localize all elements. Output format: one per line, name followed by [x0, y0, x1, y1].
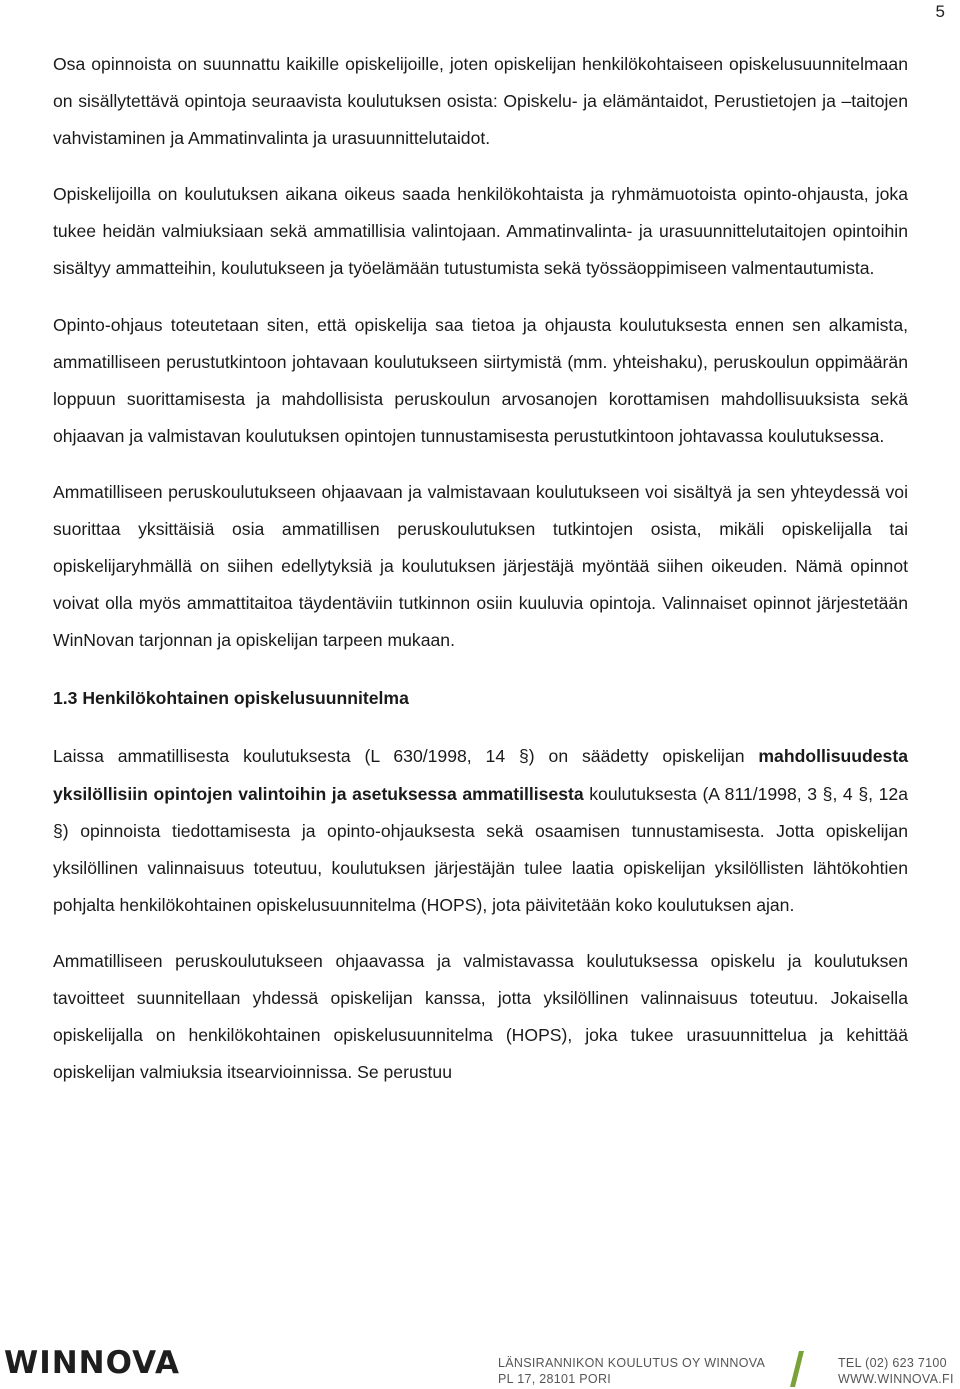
paragraph-3: Opinto-ohjaus toteutetaan siten, että opiskelija saa tietoa ja ohjausta koulutuksesta ennen sen alkamista, ammatilliseen perustutkintoon johtavaan koulutukseen siirtymistä (mm. yhteishaku), peruskoulun oppimäärän loppuun suorittamisesta ja mahdollisista peruskoulun arvosanojen korottamisen mahdollisuuksista sekä ohjaavan ja valmistavan koulutuksen opintojen tunnustamisesta perustutkintoon johtavassa koulutuksessa.: [53, 314, 908, 446]
section-mark: §: [53, 820, 63, 841]
p5-bold: mahdollisuudesta yksilöllisiin opintojen valintoihin ja asetuksessa ammatillisesta: [53, 746, 908, 804]
paragraph-2: Opiskelijoilla on koulutuksen aikana oikeus saada henkilökohtaista ja ryhmämuotoista opinto-ohjausta, joka tukee heidän valmiuksiaan sekä ammatillisia valintojaan. Ammatinvalinta- ja urasuunnittelutaitojen opintoihin sisältyy ammatteihin, koulutukseen ja työelämään tutustumista sekä työssäoppimiseen valmentautumista.: [53, 184, 908, 279]
p5-text-d: , 4: [832, 783, 859, 804]
section-mark: §: [858, 783, 869, 804]
phone-number: TEL (02) 623 7100: [838, 1356, 947, 1370]
document-body: [53, 46, 908, 1091]
section-heading: 1.3 Henkilökohtainen opiskelusuunnitelma: [53, 688, 409, 709]
page-footer: [0, 1333, 960, 1389]
website-link[interactable]: WWW.WINNOVA.FI: [838, 1372, 954, 1386]
paragraph-6: Ammatilliseen peruskoulutukseen ohjaavassa ja valmistavassa koulutuksessa opiskelu ja koulutuksen tavoitteet suunnitellaan yhdessä opiskelijan kanssa, jotta yksilöllinen valinnaisuus toteutuu. Jokaisella opiskelijalla on henkilökohtainen opiskelusuunnitelma (HOPS), joka tukee urasuunnittelua ja kehittää opiskelijan valmiuksia itsearvioinnissa. Se perustuu: [53, 950, 908, 1083]
contact-info: [838, 1355, 954, 1387]
paragraph-1: Osa opinnoista on suunnattu kaikille opiskelijoille, joten opiskelijan henkilökohtaiseen opiskelusuunnitelmaan on sisällytettävä opintoja seuraavista koulutuksen osista: Opiskelu- ja elämäntaidot, Perustietojen ja –taitojen vahvistaminen ja Ammatinvalinta ja urasuunnittelutaidot.: [53, 54, 908, 149]
p5-text-a: Laissa ammatillisesta koulutuksesta (L 630/1998, 14: [53, 746, 519, 767]
paragraph-5: [53, 738, 908, 923]
paragraph-4: Ammatilliseen peruskoulutukseen ohjaavaan ja valmistavaan koulutukseen voi sisältyä ja sen yhteydessä voi suorittaa yksittäisiä osia ammatillisen peruskoulutuksen tutkintojen osista, mikäli opiskelijalla tai opiskelijaryhmällä on siihen edellytyksiä ja koulutuksen järjestäjä myöntää siihen oikeuden. Nämä opinnot voivat olla myös ammattitaitoa täydentäviin tutkinnon osiin kuuluvia opintoja. Valinnaiset opinnot järjestetään WinNovan tarjonnan ja opiskelijan tarpeen mukaan.: [53, 481, 908, 651]
section-mark: §: [822, 783, 833, 804]
section-mark: §: [519, 746, 529, 767]
page-number: 5: [935, 2, 945, 21]
winnova-logo: [4, 1345, 180, 1381]
logo-text: WINNOVA: [4, 1345, 181, 1381]
slash-divider-icon: [790, 1351, 804, 1387]
p5-text-e: , 12a: [868, 783, 908, 804]
org-postal: PL 17, 28101 PORI: [498, 1372, 612, 1386]
p5-text-f: ) opinnoista tiedottamisesta ja opinto-ohjauksesta sekä osaamisen tunnustamisesta. Jotta opiskelijan yksilöllinen valinnaisuus toteutuu, koulutuksen järjestäjän tulee laatia opiskelijan yksilöllisten lähtökohtien pohjalta henkilökohtainen opiskelusuunnitelma (HOPS), jota päivitetään koko koulutuksen ajan.: [53, 820, 908, 915]
organization-address: [498, 1355, 765, 1387]
org-name: LÄNSIRANNIKON KOULUTUS OY WINNOVA: [498, 1356, 766, 1370]
p5-text-b: ) on säädetty opiskelijan: [528, 746, 759, 767]
p5-text-c: koulutuksesta (A 811/1998, 3: [583, 783, 823, 804]
